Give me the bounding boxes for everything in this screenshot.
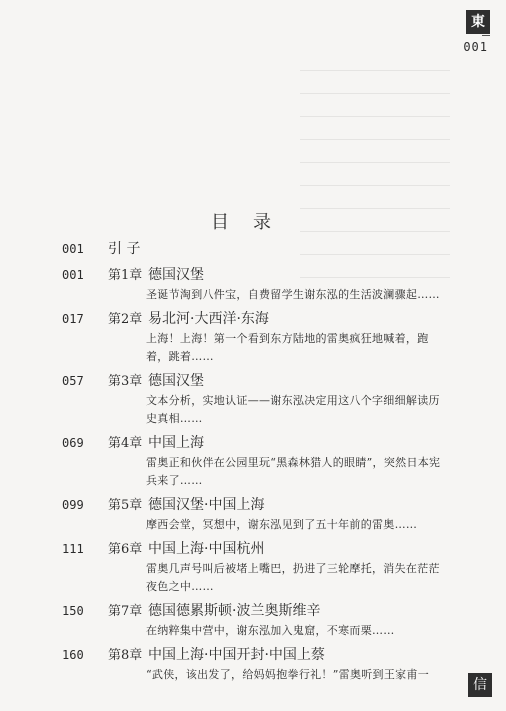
table-of-contents xyxy=(62,238,442,688)
toc-chapter-label: 第7章 xyxy=(108,604,143,619)
toc-chapter-title: 引 子 xyxy=(108,241,141,257)
toc-entry[interactable] xyxy=(62,432,442,490)
toc-entry[interactable] xyxy=(62,264,442,304)
toc-summary: 文本分析，实地认证——谢东泓决定用这八个字细细解读历史真相…… xyxy=(146,394,440,425)
header-rule xyxy=(482,35,490,36)
toc-entry[interactable] xyxy=(62,494,442,534)
toc-page-number: 069 xyxy=(62,436,84,450)
toc-page-number: 001 xyxy=(62,268,84,282)
toc-chapter-title: 中国上海·中国杭州 xyxy=(148,541,265,557)
toc-chapter-label: 第2章 xyxy=(108,312,143,327)
toc-chapter-title: 德国德累斯顿·波兰奥斯维辛 xyxy=(148,603,321,619)
toc-page-number: 057 xyxy=(62,374,84,388)
toc-entry[interactable] xyxy=(62,538,442,596)
corner-tab-top: 東 xyxy=(466,10,490,34)
toc-chapter-title: 德国汉堡·中国上海 xyxy=(148,497,265,513)
toc-summary: 上海！上海！第一个看到东方陆地的雷奥疯狂地喊着，跑着，跳着…… xyxy=(146,332,429,363)
toc-chapter-label: 第3章 xyxy=(108,374,143,389)
toc-chapter-label: 第5章 xyxy=(108,498,143,513)
toc-chapter-label: 第8章 xyxy=(108,648,143,663)
toc-summary: 在纳粹集中营中，谢东泓加入鬼窟，不寒而栗…… xyxy=(146,624,395,637)
toc-page-number: 111 xyxy=(62,542,84,556)
toc-title: 目录 xyxy=(211,212,295,233)
toc-summary: 雷奥几声号叫后被堵上嘴巴，扔进了三轮摩托，消失在茫茫夜色之中…… xyxy=(146,562,440,593)
toc-entry[interactable] xyxy=(62,238,442,264)
toc-page-number: 017 xyxy=(62,312,84,326)
corner-tab-bottom: 信 xyxy=(468,673,492,697)
toc-entry[interactable] xyxy=(62,370,442,428)
toc-chapter-title: 中国上海 xyxy=(148,435,204,451)
page-number: 001 xyxy=(463,40,488,54)
toc-entry[interactable] xyxy=(62,600,442,640)
toc-page-number: 160 xyxy=(62,648,84,662)
toc-chapter-label: 第4章 xyxy=(108,436,143,451)
toc-chapter-label: 第1章 xyxy=(108,268,143,283)
toc-summary: 圣诞节淘到八件宝，自费留学生谢东泓的生活波澜骤起…… xyxy=(146,288,440,301)
toc-entry[interactable] xyxy=(62,308,442,366)
toc-summary: 摩西会堂，冥想中，谢东泓见到了五十年前的雷奥…… xyxy=(146,518,418,531)
toc-page-number: 099 xyxy=(62,498,84,512)
toc-chapter-label: 第6章 xyxy=(108,542,143,557)
toc-entry[interactable] xyxy=(62,644,442,684)
toc-summary: 雷奥正和伙伴在公园里玩“黑森林猎人的眼睛”，突然日本宪兵来了…… xyxy=(146,456,441,487)
toc-page-number: 001 xyxy=(62,242,84,256)
toc-chapter-title: 易北河·大西洋·东海 xyxy=(148,311,269,327)
toc-page-number: 150 xyxy=(62,604,84,618)
toc-chapter-title: 德国汉堡 xyxy=(148,373,204,389)
toc-chapter-title: 中国上海·中国开封·中国上蔡 xyxy=(148,647,325,663)
toc-chapter-title: 德国汉堡 xyxy=(148,267,204,283)
toc-summary: “武侠，该出发了，给妈妈抱拳行礼！”雷奥听到王家甫一 xyxy=(146,668,430,681)
